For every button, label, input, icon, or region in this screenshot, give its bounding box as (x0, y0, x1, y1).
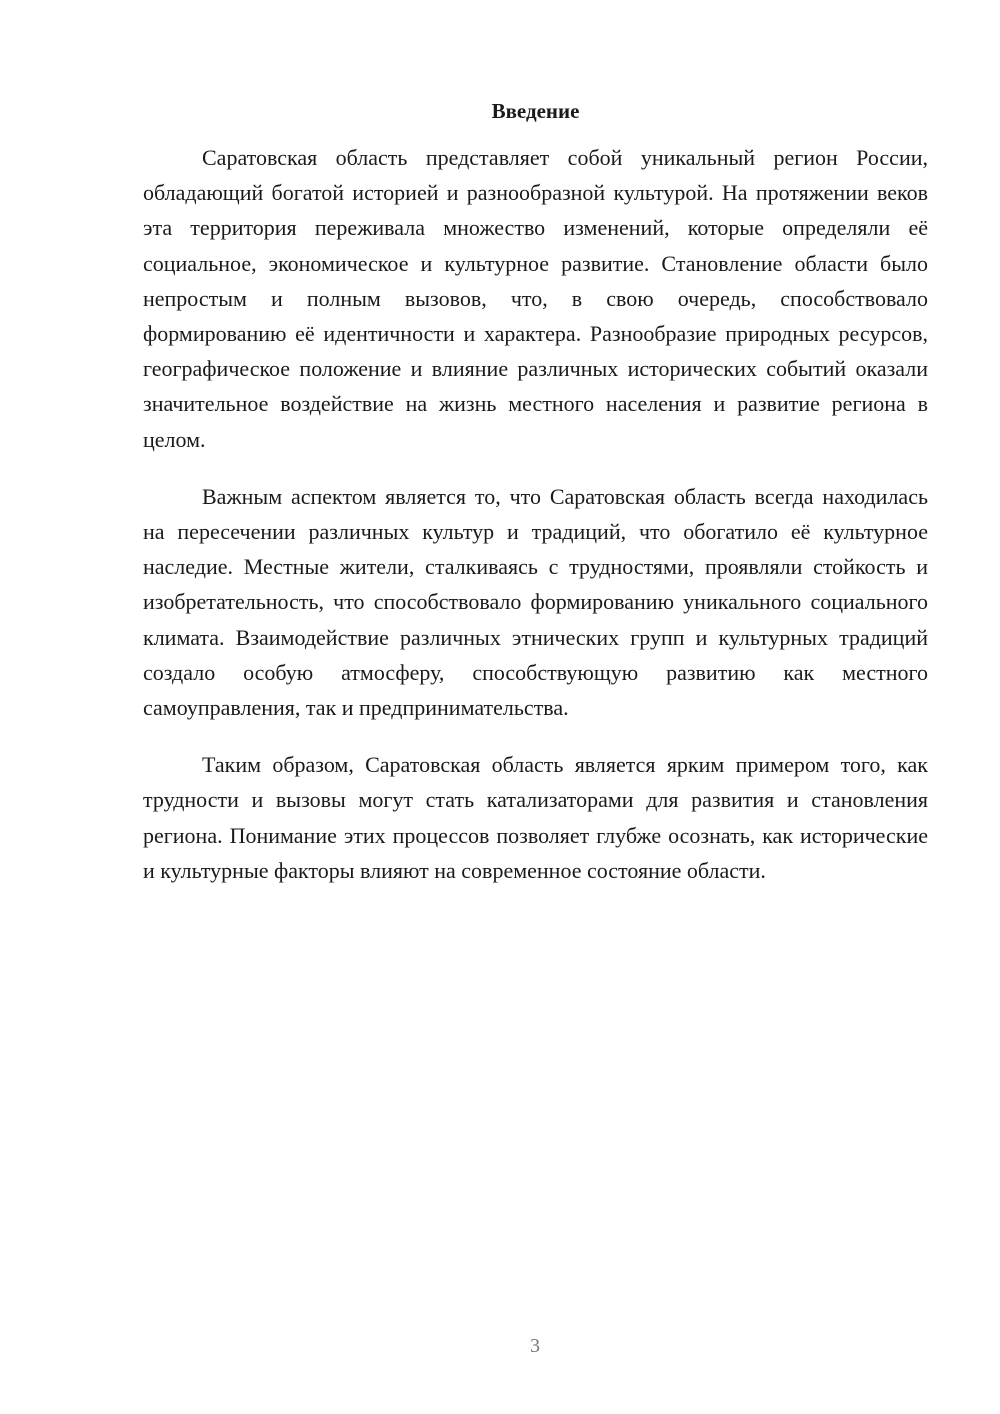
page-content (143, 96, 928, 910)
paragraph-1: Саратовская область представляет собой уникальный регион России, обладающий богатой историей и разнообразной культурой. На протяжении веков эта территория переживала множество изменений, которые определяли её социальное, экономическое и культурное развитие. Становление области было непростым и полным вызовов, что, в свою очередь, способствовало формированию её идентичности и характера. Разнообразие природных ресурсов, географическое положение и влияние различных исторических событий оказали значительное воздействие на жизнь местного населения и развитие региона в целом. (143, 145, 928, 452)
section-heading: Введение (491, 99, 580, 123)
page-number: 3 (530, 1335, 540, 1357)
paragraph-2: Важным аспектом является то, что Саратовская область всегда находилась на пересечении различных культур и традиций, что обогатило её культурное наследие. Местные жители, сталкиваясь с трудностями, проявляли стойкость и изобретательность, что способствовало формированию уникального социального климата. Взаимодействие различных этнических групп и культурных традиций создало особую атмосферу, способствующую развитию как местного самоуправления, так и предпринимательства. (143, 483, 928, 721)
paragraph-3: Таким образом, Саратовская область является ярким примером того, как трудности и вызовы могут стать катализаторами для развития и становления региона. Понимание этих процессов позволяет глубже осознать, как исторические и культурные факторы влияют на современное состояние области. (143, 752, 928, 883)
